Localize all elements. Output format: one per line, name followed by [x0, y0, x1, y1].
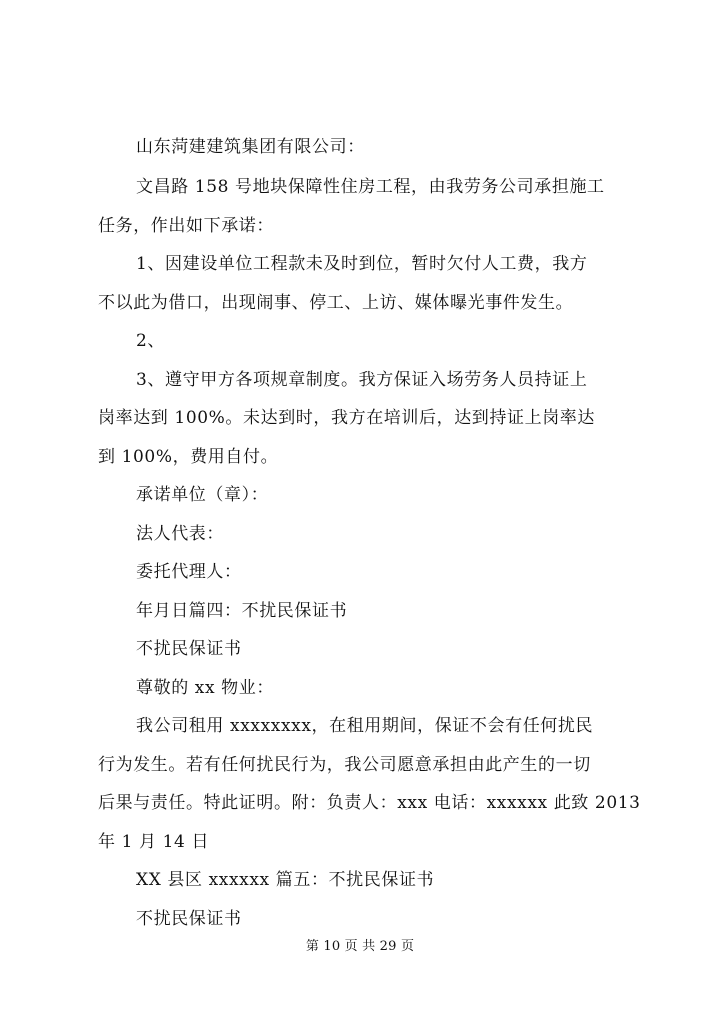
section-heading-line: XX 县区 xxxxxx 篇五：不扰民保证书: [136, 870, 435, 890]
paragraph-line: 任务，作出如下承诺：: [98, 216, 274, 236]
paragraph-line: 1、因建设单位工程款未及时到位，暂时欠付人工费，我方: [136, 254, 588, 274]
section-heading-line: 年月日篇四：不扰民保证书: [136, 601, 348, 621]
page-number-footer: 第 10 页 共 29 页: [305, 939, 415, 954]
salutation-line: 尊敬的 xx 物业：: [136, 678, 274, 698]
signature-line: 承诺单位（章）：: [136, 485, 269, 505]
paragraph-line: 文昌路 158 号地块保障性住房工程，由我劳务公司承担施工: [136, 177, 605, 197]
section-title-line: 不扰民保证书: [136, 909, 242, 929]
salutation-line: 山东菏建建筑集团有限公司：: [136, 137, 365, 157]
paragraph-line: 行为发生。若有任何扰民行为，我公司愿意承担由此产生的一切: [98, 755, 591, 775]
paragraph-line: 后果与责任。特此证明。附：负责人：xxx 电话：xxxxxx 此致 2013: [98, 793, 641, 813]
paragraph-line: 不以此为借口，出现闹事、停工、上访、媒体曝光事件发生。: [98, 293, 574, 313]
signature-line: 委托代理人：: [136, 562, 242, 582]
paragraph-line: 2、: [136, 331, 166, 351]
paragraph-line: 岗率达到 100%。未达到时，我方在培训后，达到持证上岗率达: [98, 408, 596, 428]
section-title-line: 不扰民保证书: [136, 639, 242, 659]
date-line: 年 1 月 14 日: [98, 832, 210, 852]
signature-line: 法人代表：: [136, 524, 224, 544]
paragraph-line: 到 100%，费用自付。: [98, 447, 279, 467]
paragraph-line: 我公司租用 xxxxxxxx，在租用期间，保证不会有任何扰民: [136, 716, 594, 736]
paragraph-line: 3、遵守甲方各项规章制度。我方保证入场劳务人员持证上: [136, 370, 588, 390]
